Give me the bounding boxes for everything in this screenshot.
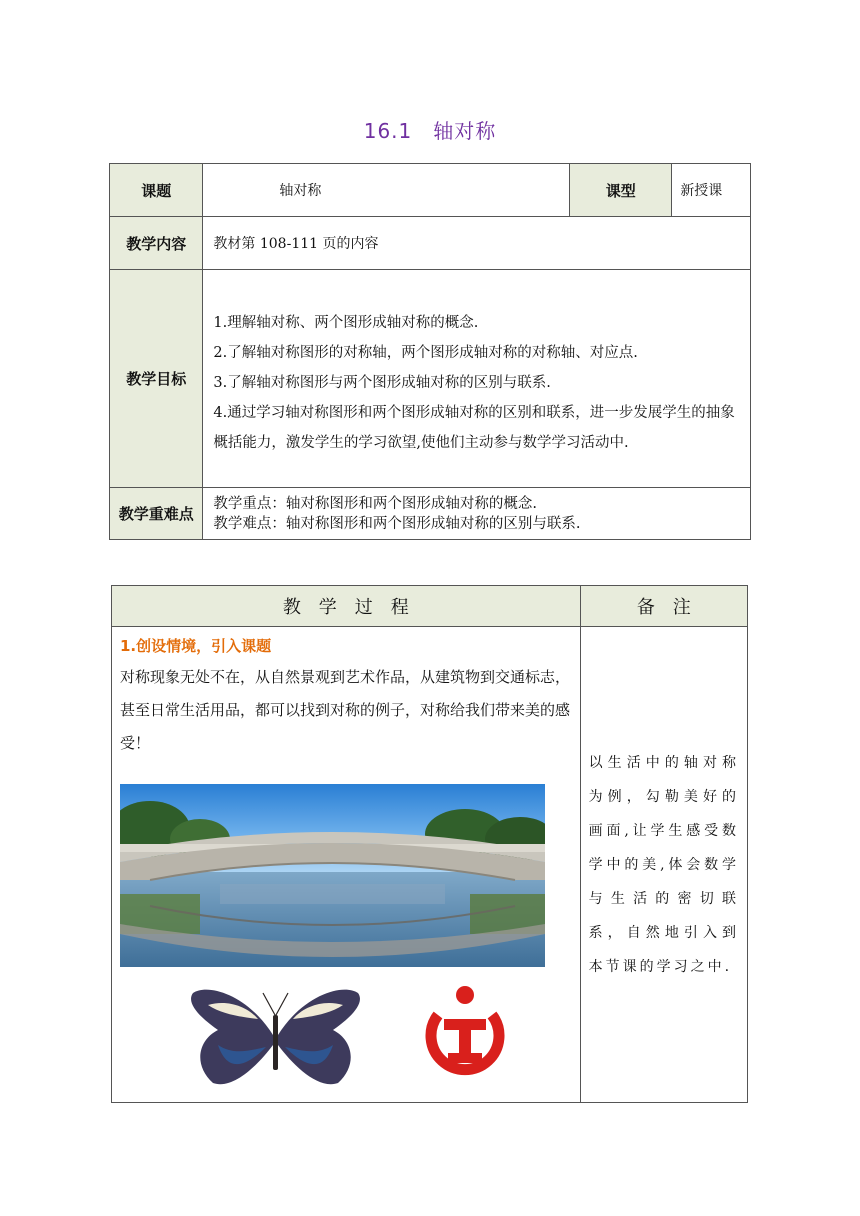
intro-text: 对称现象无处不在，从自然景观到艺术作品，从建筑物到交通标志，甚至日常生活用品，都可以找到对称的例子，对称给我们带来美的感受！ <box>120 668 571 752</box>
goals-label: 教学目标 <box>110 270 203 488</box>
process-cell <box>112 627 581 1103</box>
keypoint-item: 教学难点：轴对称图形和两个图形成轴对称的区别与联系. <box>213 515 581 532</box>
table-row <box>112 586 748 627</box>
table-row <box>110 270 751 488</box>
process-header: 教 学 过 程 <box>112 586 581 627</box>
notes-cell: 以生活中的轴对称为例，勾勒美好的画面,让学生感受数学中的美,体会数学与生活的密切联系，自然地引入到本节课的学习之中. <box>580 627 747 1103</box>
notes-header: 备 注 <box>580 586 747 627</box>
section-title: 1.创设情境，引入课题 <box>120 637 272 655</box>
keypoint-item: 教学重点：轴对称图形和两个图形成轴对称的概念. <box>213 495 538 512</box>
keypoints-list <box>203 488 751 540</box>
bridge-photo <box>120 784 545 967</box>
table-row <box>112 627 748 1103</box>
goal-item: 1.理解轴对称、两个图形成轴对称的概念. <box>213 314 479 331</box>
table-row <box>110 164 751 217</box>
goal-item: 2.了解轴对称图形的对称轴，两个图形成轴对称的对称轴、对应点. <box>213 344 638 361</box>
lesson-info-table <box>109 163 751 540</box>
content-value: 教材第 108-111 页的内容 <box>203 217 751 270</box>
table-row <box>110 217 751 270</box>
type-label: 课型 <box>570 164 672 217</box>
keypoints-label: 教学重难点 <box>110 488 203 540</box>
goal-item: 4.通过学习轴对称图形和两个图形成轴对称的区别和联系，进一步发展学生的抽象概括能力，激发学生的学习欲望,使他们主动参与数学学习活动中. <box>213 404 735 451</box>
butterfly-image <box>188 985 363 1090</box>
teaching-process-table <box>111 585 748 1103</box>
content-label: 教学内容 <box>110 217 203 270</box>
topic-value: 轴对称 <box>203 164 570 217</box>
table-row <box>110 488 751 540</box>
type-value: 新授课 <box>672 164 751 217</box>
topic-label: 课题 <box>110 164 203 217</box>
goals-list <box>203 270 751 488</box>
goal-item: 3.了解轴对称图形与两个图形成轴对称的区别与联系. <box>213 374 551 391</box>
railway-logo-icon <box>420 983 510 1083</box>
page-title: 16.1 轴对称 <box>363 119 497 143</box>
